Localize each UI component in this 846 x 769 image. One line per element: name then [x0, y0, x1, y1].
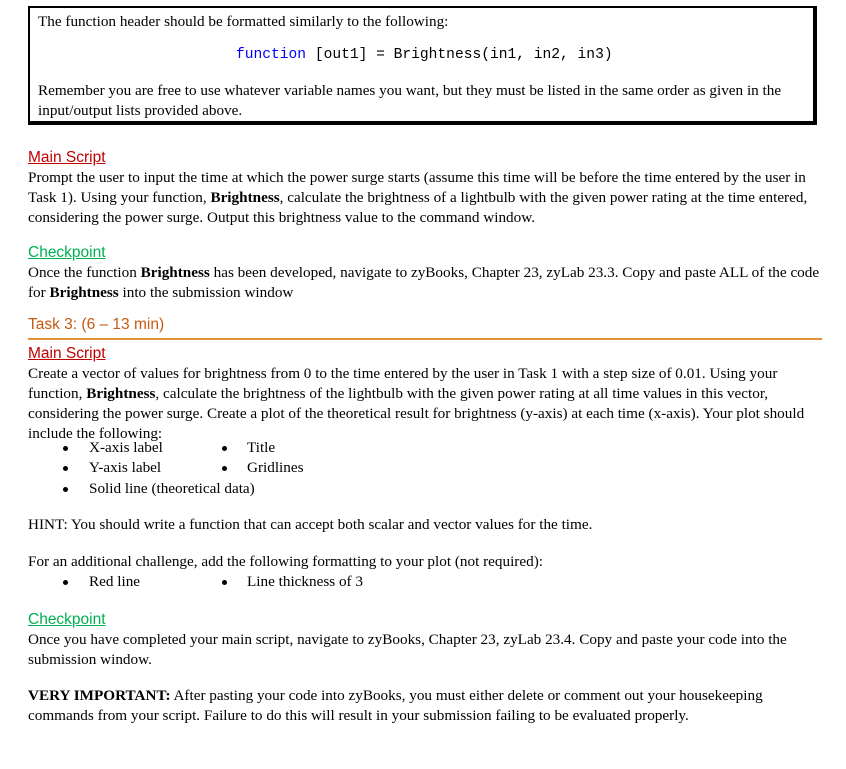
function-header-box [28, 6, 817, 125]
code-signature: [out1] = Brightness(in1, in2, in3) [306, 47, 613, 63]
bullet-item: Title [247, 439, 276, 456]
checkpoint-heading-1: Checkpoint [28, 244, 106, 261]
bullet-dot [222, 466, 227, 471]
main-script-paragraph-1: Prompt the user to input the time at which the power surge starts (assume this time will be before the time entered by the user in Task 1). Using your function, Brightness, calculate the brightness of a lightbulb with the given power rating at the time entered, considering the power surge. Output this brightness value to the command window. [28, 169, 808, 226]
box-intro-text: The function header should be formatted similarly to the following: [38, 13, 449, 30]
main-script-heading-1: Main Script [28, 149, 106, 166]
challenge-text: For an additional challenge, add the following formatting to your plot (not required): [28, 553, 543, 570]
important-note: VERY IMPORTANT: After pasting your code into zyBooks, you must either delete or comment out your housekeeping commands from your script. Failure to do this will result in your submission failing to be evaluated properly. [28, 687, 763, 724]
bullet-item: Gridlines [247, 459, 304, 476]
hint-text: HINT: You should write a function that can accept both scalar and vector values for the time. [28, 516, 593, 533]
main-script-heading-2: Main Script [28, 345, 106, 362]
bullet-dot [222, 446, 227, 451]
checkpoint-paragraph-1: Once the function Brightness has been developed, navigate to zyBooks, Chapter 23, zyLab 23.3. Copy and paste ALL of the code for Brightness into the submission window [28, 264, 820, 301]
bullet-item: Red line [89, 573, 141, 590]
bullet-item: Solid line (theoretical data) [89, 480, 255, 497]
code-keyword: function [236, 47, 307, 63]
task-3-heading: Task 3: (6 – 13 min) [28, 316, 165, 333]
bullet-item: X-axis label [89, 439, 163, 456]
function-signature-code [236, 47, 613, 63]
main-script-paragraph-2: Create a vector of values for brightness from 0 to the time entered by the user in Task 1 with a step size of 0.01. Using your function, Brightness, calculate the brightness of the lightbulb with the given power rating at all time values in this vector, considering the power surge. Create a plot of the theoretical result for brightness (y-axis) at each time (x-axis). Your plot should include the following: [28, 365, 805, 442]
bullet-dot [63, 446, 68, 451]
checkpoint-paragraph-2: Once you have completed your main script, navigate to zyBooks, Chapter 23, zyLab 23.4. Copy and paste your code into the submission window. [28, 631, 787, 668]
checkpoint-heading-2: Checkpoint [28, 611, 106, 628]
bullet-dot [222, 580, 227, 585]
bullet-item: Y-axis label [89, 459, 162, 476]
bullet-dot [63, 580, 68, 585]
box-note-text: Remember you are free to use whatever variable names you want, but they must be listed in the same order as given in the input/output lists provided above. [38, 82, 782, 119]
bullet-dot [63, 466, 68, 471]
bullet-dot [63, 487, 68, 492]
section-divider [28, 338, 822, 340]
bullet-item: Line thickness of 3 [247, 573, 363, 590]
